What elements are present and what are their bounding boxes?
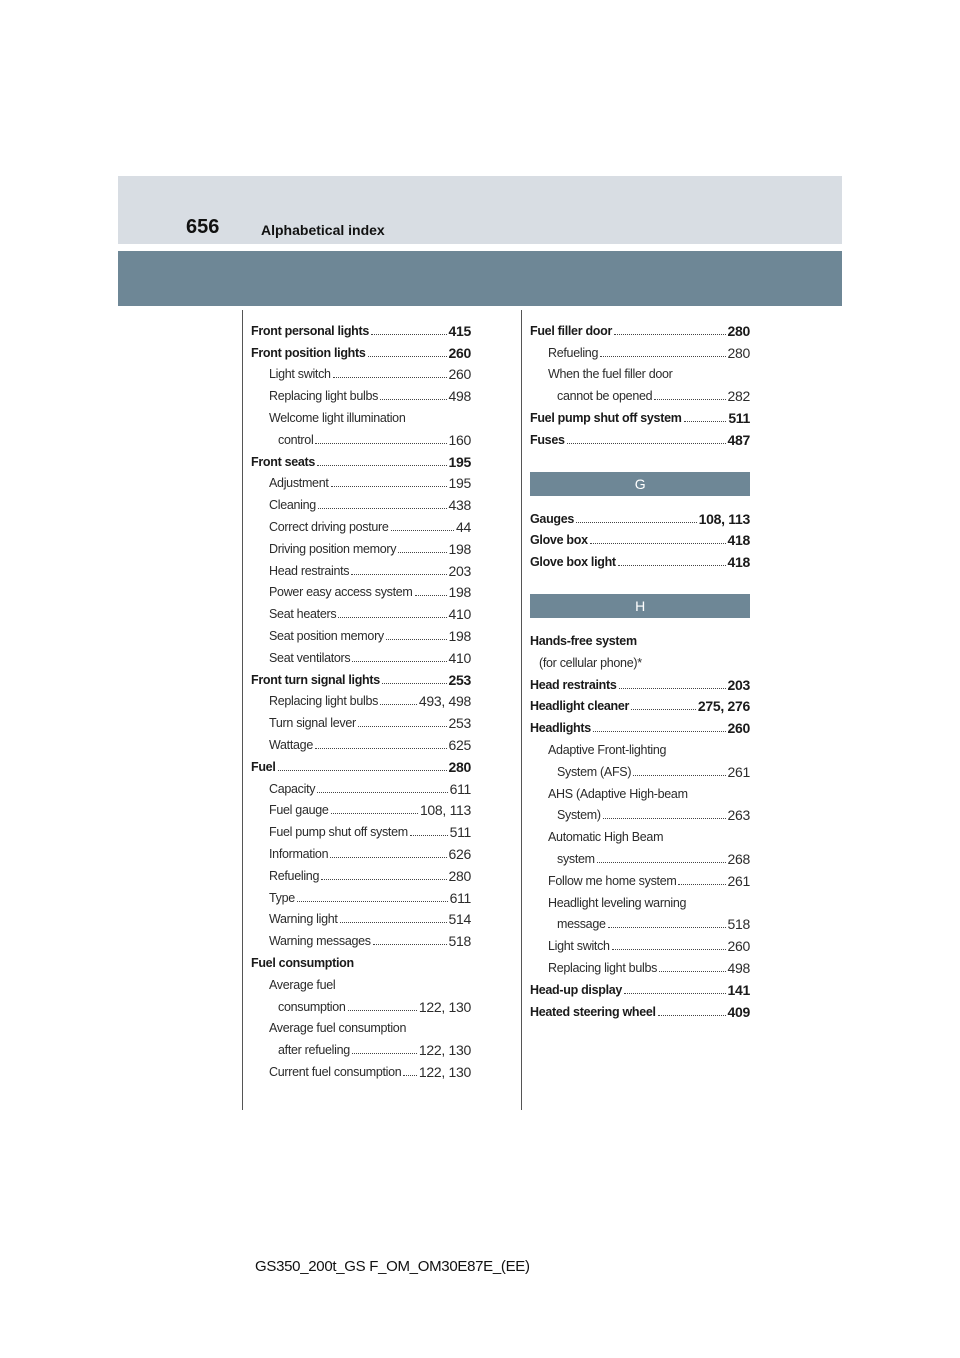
index-entry bbox=[530, 758, 750, 780]
entry-label: Replacing light bulbs bbox=[269, 694, 379, 709]
entry-label: Front personal lights bbox=[251, 323, 370, 338]
index-entry bbox=[530, 404, 750, 426]
leader-dots bbox=[684, 421, 727, 422]
entry-page: 611 bbox=[449, 889, 471, 906]
entry-label: Correct driving posture bbox=[269, 519, 389, 534]
index-entry bbox=[251, 709, 471, 731]
index-entry bbox=[251, 644, 471, 666]
entry-label: Fuel pump shut off system bbox=[530, 410, 682, 425]
page-number: 656 bbox=[186, 216, 220, 238]
leader-dots bbox=[619, 688, 726, 689]
entry-page: 195 bbox=[448, 453, 471, 470]
entry-label: Head restraints bbox=[269, 563, 350, 578]
entry-label: System (AFS) bbox=[557, 764, 632, 779]
entry-page: 260 bbox=[448, 344, 471, 361]
leader-dots bbox=[391, 530, 454, 531]
leader-dots bbox=[612, 949, 726, 950]
entry-label: system bbox=[557, 851, 595, 866]
letter-section-header: H bbox=[530, 594, 750, 618]
entry-label: Refueling bbox=[269, 868, 320, 883]
entry-label: (for cellular phone)* bbox=[539, 655, 642, 670]
entry-label: Power easy access system bbox=[269, 585, 413, 600]
entry-label: Front turn signal lights bbox=[251, 672, 380, 687]
entry-page: 415 bbox=[448, 322, 471, 339]
leader-dots bbox=[382, 683, 447, 684]
index-entry bbox=[530, 361, 750, 383]
entry-label: Refueling bbox=[548, 345, 599, 360]
leader-dots bbox=[403, 1075, 416, 1076]
index-entry bbox=[530, 317, 750, 339]
index-entry bbox=[251, 971, 471, 993]
index-entry bbox=[251, 840, 471, 862]
leader-dots bbox=[567, 443, 726, 444]
index-entry bbox=[251, 622, 471, 644]
entry-label: Headlight cleaner bbox=[530, 699, 630, 714]
entry-page: 511 bbox=[449, 824, 471, 841]
entry-label: Front position lights bbox=[251, 345, 366, 360]
entry-page: 108, 113 bbox=[698, 510, 750, 527]
index-entry bbox=[530, 548, 750, 570]
leader-dots bbox=[597, 862, 726, 863]
index-entry bbox=[251, 862, 471, 884]
index-entry bbox=[530, 339, 750, 361]
entry-label: Light switch bbox=[269, 367, 331, 382]
index-entry bbox=[251, 993, 471, 1015]
leader-dots bbox=[340, 922, 447, 923]
entry-label: Average fuel consumption bbox=[269, 1021, 407, 1036]
index-entry bbox=[251, 688, 471, 710]
entry-label: Turn signal lever bbox=[269, 716, 356, 731]
entry-page: 160 bbox=[448, 431, 471, 448]
entry-label: after refueling bbox=[278, 1043, 350, 1058]
entry-label: Seat position memory bbox=[269, 628, 384, 643]
entry-page: 282 bbox=[727, 388, 750, 405]
entry-page: 260 bbox=[727, 938, 750, 955]
entry-label: Adjustment bbox=[269, 476, 329, 491]
leader-dots bbox=[317, 465, 446, 466]
entry-label: Automatic High Beam bbox=[548, 830, 664, 845]
index-entry bbox=[251, 579, 471, 601]
leader-dots bbox=[380, 399, 446, 400]
index-column-left bbox=[251, 317, 471, 1080]
header-bar bbox=[118, 251, 842, 306]
left-column-rule bbox=[242, 310, 243, 1110]
entry-label: control bbox=[278, 432, 314, 447]
entry-page: 410 bbox=[448, 649, 471, 666]
index-entry bbox=[251, 906, 471, 928]
entry-page: 498 bbox=[448, 388, 471, 405]
entry-page: 511 bbox=[728, 409, 750, 426]
entry-page: 275, 276 bbox=[697, 698, 750, 715]
document-code: GS350_200t_GS F_OM_OM30E87E_(EE) bbox=[255, 1258, 530, 1275]
leader-dots bbox=[297, 901, 448, 902]
entry-page: 409 bbox=[727, 1003, 750, 1020]
index-entry bbox=[251, 1015, 471, 1037]
index-entry bbox=[530, 714, 750, 736]
entry-page: 438 bbox=[448, 497, 471, 514]
index-entry bbox=[530, 426, 750, 448]
entry-page: 625 bbox=[448, 736, 471, 753]
entry-label: Heated steering wheel bbox=[530, 1004, 656, 1019]
entry-page: 195 bbox=[448, 475, 471, 492]
leader-dots bbox=[600, 356, 725, 357]
index-entry bbox=[251, 339, 471, 361]
section-title: Alphabetical index bbox=[261, 222, 385, 238]
index-entry bbox=[530, 802, 750, 824]
leader-dots bbox=[398, 552, 446, 553]
leader-dots bbox=[678, 884, 725, 885]
index-entry bbox=[530, 998, 750, 1020]
index-entry bbox=[251, 775, 471, 797]
leader-dots bbox=[603, 818, 726, 819]
entry-page: 518 bbox=[727, 916, 750, 933]
entry-label: Glove box light bbox=[530, 555, 616, 570]
index-entry bbox=[251, 797, 471, 819]
letter-section-header: G bbox=[530, 472, 750, 496]
leader-dots bbox=[576, 522, 697, 523]
entry-label: Cleaning bbox=[269, 498, 316, 513]
index-entry bbox=[530, 527, 750, 549]
entry-page: 122, 130 bbox=[418, 1063, 471, 1080]
entry-label: Front seats bbox=[251, 454, 316, 469]
entry-page: 198 bbox=[448, 540, 471, 557]
entry-label: consumption bbox=[278, 999, 346, 1014]
index-entry bbox=[530, 932, 750, 954]
entry-label: Capacity bbox=[269, 781, 316, 796]
leader-dots bbox=[371, 334, 447, 335]
index-entry bbox=[251, 404, 471, 426]
leader-dots bbox=[410, 835, 448, 836]
leader-dots bbox=[278, 770, 447, 771]
leader-dots bbox=[614, 334, 726, 335]
leader-dots bbox=[331, 813, 418, 814]
entry-page: 108, 113 bbox=[419, 802, 471, 819]
index-entry bbox=[251, 666, 471, 688]
entry-page: 263 bbox=[727, 807, 750, 824]
index-entry bbox=[251, 949, 471, 971]
index-entry bbox=[251, 361, 471, 383]
entry-label: Warning messages bbox=[269, 934, 371, 949]
leader-dots bbox=[338, 617, 446, 618]
leader-dots bbox=[624, 993, 725, 994]
entry-label: Adaptive Front-lighting bbox=[548, 742, 667, 757]
leader-dots bbox=[631, 709, 696, 710]
entry-label: System) bbox=[557, 808, 601, 823]
index-entry bbox=[530, 693, 750, 715]
leader-dots bbox=[321, 879, 446, 880]
entry-label: AHS (Adaptive High-beam bbox=[548, 786, 688, 801]
entry-page: 261 bbox=[727, 763, 750, 780]
entry-label: Light switch bbox=[548, 939, 610, 954]
entry-page: 122, 130 bbox=[418, 998, 471, 1015]
entry-page: 141 bbox=[727, 981, 750, 998]
entry-label: Fuel consumption bbox=[251, 955, 354, 970]
index-entry bbox=[530, 736, 750, 758]
entry-page: 253 bbox=[448, 715, 471, 732]
index-entry bbox=[530, 889, 750, 911]
entry-label: Fuel filler door bbox=[530, 323, 613, 338]
leader-dots bbox=[659, 971, 725, 972]
entry-page: 487 bbox=[727, 431, 750, 448]
entry-page: 253 bbox=[448, 671, 471, 688]
entry-label: Fuel bbox=[251, 759, 276, 774]
index-entry bbox=[530, 867, 750, 889]
index-entry bbox=[251, 535, 471, 557]
index-entry bbox=[530, 671, 750, 693]
index-entry bbox=[530, 911, 750, 933]
entry-label: Information bbox=[269, 846, 329, 861]
entry-label: Replacing light bulbs bbox=[269, 389, 379, 404]
index-entry bbox=[530, 505, 750, 527]
leader-dots bbox=[633, 775, 725, 776]
entry-label: Welcome light illumination bbox=[269, 410, 406, 425]
leader-dots bbox=[358, 726, 447, 727]
leader-dots bbox=[351, 574, 446, 575]
leader-dots bbox=[658, 1015, 726, 1016]
entry-label: cannot be opened bbox=[557, 389, 653, 404]
entry-page: 268 bbox=[727, 850, 750, 867]
entry-label: Average fuel bbox=[269, 977, 336, 992]
index-entry bbox=[251, 448, 471, 470]
leader-dots bbox=[654, 399, 725, 400]
leader-dots bbox=[380, 704, 417, 705]
entry-label: Fuses bbox=[530, 432, 565, 447]
entry-page: 203 bbox=[727, 676, 750, 693]
leader-dots bbox=[368, 356, 447, 357]
index-entry bbox=[530, 780, 750, 802]
section-gap bbox=[530, 570, 750, 584]
entry-label: Warning light bbox=[269, 912, 338, 927]
index-entry bbox=[251, 557, 471, 579]
leader-dots bbox=[593, 731, 726, 732]
entry-label: Head-up display bbox=[530, 982, 623, 997]
leader-dots bbox=[331, 486, 447, 487]
entry-label: Fuel pump shut off system bbox=[269, 825, 408, 840]
entry-page: 493, 498 bbox=[418, 693, 471, 710]
entry-page: 261 bbox=[727, 872, 750, 889]
leader-dots bbox=[590, 543, 726, 544]
entry-page: 418 bbox=[727, 532, 750, 549]
entry-label: message bbox=[557, 917, 606, 932]
entry-label: Headlight leveling warning bbox=[548, 895, 687, 910]
entry-label: When the fuel filler door bbox=[548, 367, 673, 382]
entry-page: 280 bbox=[727, 344, 750, 361]
index-entry bbox=[251, 753, 471, 775]
index-entry bbox=[251, 426, 471, 448]
entry-page: 203 bbox=[448, 562, 471, 579]
entry-page: 122, 130 bbox=[418, 1042, 471, 1059]
index-entry bbox=[251, 1058, 471, 1080]
entry-label: Gauges bbox=[530, 511, 575, 526]
entry-page: 280 bbox=[727, 322, 750, 339]
leader-dots bbox=[330, 857, 446, 858]
index-entry bbox=[251, 382, 471, 404]
leader-dots bbox=[386, 639, 447, 640]
right-column-rule bbox=[521, 310, 522, 1110]
leader-dots bbox=[315, 443, 446, 444]
index-column-right bbox=[530, 317, 750, 1020]
entry-label: Hands-free system bbox=[530, 633, 637, 648]
entry-page: 518 bbox=[448, 933, 471, 950]
index-entry bbox=[530, 823, 750, 845]
leader-dots bbox=[352, 661, 446, 662]
entry-page: 514 bbox=[448, 911, 471, 928]
entry-label: Wattage bbox=[269, 737, 313, 752]
index-entry bbox=[530, 649, 750, 671]
entry-label: Follow me home system bbox=[548, 873, 677, 888]
entry-label: Replacing light bulbs bbox=[548, 960, 658, 975]
index-entry bbox=[251, 491, 471, 513]
entry-page: 260 bbox=[448, 366, 471, 383]
entry-page: 410 bbox=[448, 606, 471, 623]
index-entry bbox=[530, 845, 750, 867]
entry-label: Head restraints bbox=[530, 677, 617, 692]
entry-page: 280 bbox=[448, 867, 471, 884]
entry-page: 611 bbox=[449, 780, 471, 797]
entry-label: Seat heaters bbox=[269, 607, 337, 622]
entry-label: Type bbox=[269, 890, 295, 905]
entry-label: Driving position memory bbox=[269, 541, 397, 556]
leader-dots bbox=[317, 792, 447, 793]
entry-page: 280 bbox=[448, 758, 471, 775]
entry-page: 44 bbox=[456, 518, 471, 535]
index-entry bbox=[251, 513, 471, 535]
index-entry bbox=[251, 600, 471, 622]
index-entry bbox=[530, 976, 750, 998]
section-gap bbox=[530, 448, 750, 462]
index-entry bbox=[251, 884, 471, 906]
leader-dots bbox=[352, 1053, 417, 1054]
entry-label: Current fuel consumption bbox=[269, 1064, 402, 1079]
leader-dots bbox=[318, 508, 447, 509]
entry-page: 498 bbox=[727, 959, 750, 976]
entry-page: 198 bbox=[448, 584, 471, 601]
entry-page: 198 bbox=[448, 627, 471, 644]
leader-dots bbox=[348, 1010, 417, 1011]
leader-dots bbox=[373, 944, 447, 945]
index-entry bbox=[251, 818, 471, 840]
header-band bbox=[118, 176, 842, 244]
index-entry bbox=[251, 470, 471, 492]
entry-label: Fuel gauge bbox=[269, 803, 329, 818]
leader-dots bbox=[315, 748, 447, 749]
leader-dots bbox=[333, 377, 447, 378]
entry-label: Glove box bbox=[530, 533, 588, 548]
entry-label: Seat ventilators bbox=[269, 650, 351, 665]
entry-label: Headlights bbox=[530, 721, 591, 736]
index-entry bbox=[530, 382, 750, 404]
entry-page: 260 bbox=[727, 720, 750, 737]
entry-page: 418 bbox=[727, 554, 750, 571]
index-entry bbox=[530, 627, 750, 649]
index-entry bbox=[251, 1036, 471, 1058]
index-entry bbox=[251, 927, 471, 949]
leader-dots bbox=[415, 595, 447, 596]
index-entry bbox=[251, 317, 471, 339]
entry-page: 626 bbox=[448, 845, 471, 862]
index-entry bbox=[251, 731, 471, 753]
leader-dots bbox=[618, 565, 726, 566]
leader-dots bbox=[608, 927, 726, 928]
index-entry bbox=[530, 954, 750, 976]
